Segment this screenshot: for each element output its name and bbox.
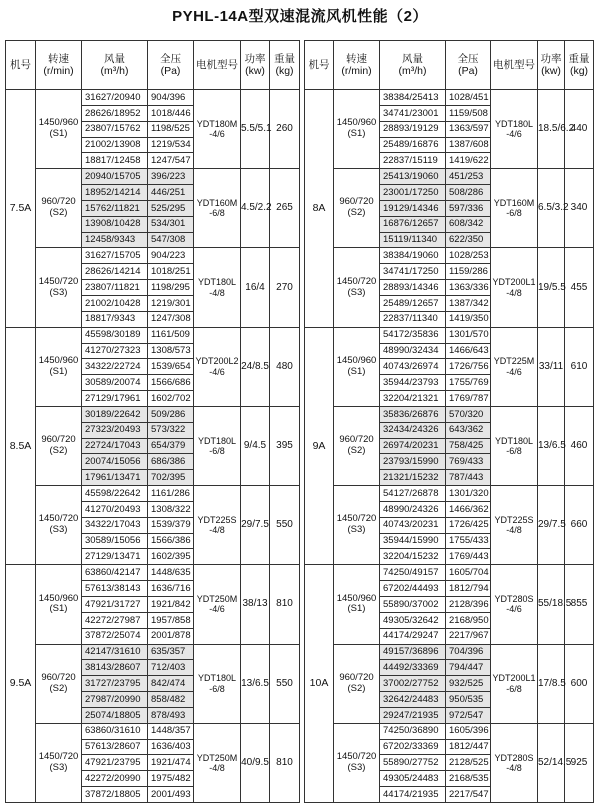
weight-cell: 455 (565, 248, 594, 327)
motor-cell: YDT250M -4/6 (194, 565, 241, 644)
table-row (305, 90, 594, 106)
motor-cell: YDT250M -4/8 (194, 723, 241, 802)
table-body (305, 90, 594, 803)
flow-cell: 44174/29247 (380, 628, 446, 644)
weight-cell: 265 (270, 169, 300, 248)
pressure-cell: 702/395 (148, 470, 194, 486)
flow-cell: 45598/30189 (82, 327, 148, 343)
pressure-cell: 1605/396 (446, 723, 491, 739)
power-cell: 4.5/2.2 (241, 169, 270, 248)
flow-cell: 47921/31727 (82, 597, 148, 613)
power-cell: 16/4 (241, 248, 270, 327)
pressure-cell: 1363/336 (446, 280, 491, 296)
pressure-cell: 932/525 (446, 676, 491, 692)
pressure-cell: 1018/446 (148, 105, 194, 121)
flow-cell: 27323/20493 (82, 422, 148, 438)
flow-cell: 23807/15762 (82, 121, 148, 137)
weight-cell: 460 (565, 406, 594, 485)
pressure-cell: 635/357 (148, 644, 194, 660)
motor-cell: YDT180L -4/6 (491, 90, 538, 169)
flow-cell: 21321/15232 (380, 470, 446, 486)
header-pressure: 全压 (Pa) (446, 41, 491, 90)
flow-cell: 40743/20231 (380, 517, 446, 533)
flow-cell: 42147/31610 (82, 644, 148, 660)
header-model: 机号 (305, 41, 334, 90)
pressure-cell: 1636/403 (148, 739, 194, 755)
motor-cell: YDT225S -4/8 (194, 486, 241, 565)
flow-cell: 26974/20231 (380, 438, 446, 454)
table-row (305, 169, 594, 185)
flow-cell: 38143/28607 (82, 660, 148, 676)
speed-cell: 960/720 (S2) (334, 644, 380, 723)
motor-cell: YDT180L -4/8 (194, 248, 241, 327)
flow-cell: 31627/20940 (82, 90, 148, 106)
flow-cell: 28626/14214 (82, 264, 148, 280)
flow-cell: 45598/22642 (82, 486, 148, 502)
pressure-cell: 686/386 (148, 454, 194, 470)
flow-cell: 23001/17250 (380, 185, 446, 201)
header-flow: 风量 (m³/h) (380, 41, 446, 90)
flow-cell: 32434/24326 (380, 422, 446, 438)
power-cell: 24/8.5 (241, 327, 270, 406)
flow-cell: 22837/11340 (380, 311, 446, 327)
pressure-cell: 534/301 (148, 216, 194, 232)
weight-cell: 600 (565, 644, 594, 723)
power-cell: 38/13 (241, 565, 270, 644)
table-row (305, 248, 594, 264)
flow-cell: 57613/38143 (82, 581, 148, 597)
power-cell: 40/9.5 (241, 723, 270, 802)
speed-cell: 1450/720 (S3) (334, 486, 380, 565)
flow-cell: 37002/27752 (380, 676, 446, 692)
pressure-cell: 1301/320 (446, 486, 491, 502)
flow-cell: 55890/37002 (380, 597, 446, 613)
pressure-cell: 1419/350 (446, 311, 491, 327)
flow-cell: 30589/20074 (82, 375, 148, 391)
weight-cell: 810 (270, 723, 300, 802)
table-body (6, 90, 300, 803)
flow-cell: 38384/19060 (380, 248, 446, 264)
pressure-cell: 643/362 (446, 422, 491, 438)
pressure-cell: 1301/570 (446, 327, 491, 343)
pressure-cell: 1466/643 (446, 343, 491, 359)
page-title: PYHL-14A型双速混流风机性能（2） (172, 8, 428, 25)
flow-cell: 35944/23793 (380, 375, 446, 391)
flow-cell: 48990/24326 (380, 501, 446, 517)
weight-cell: 550 (270, 486, 300, 565)
power-cell: 33/11 (538, 327, 565, 406)
header-pressure: 全压 (Pa) (148, 41, 194, 90)
pressure-cell: 1308/573 (148, 343, 194, 359)
table-row (6, 327, 300, 343)
pressure-cell: 1539/654 (148, 359, 194, 375)
flow-cell: 17961/13471 (82, 470, 148, 486)
speed-cell: 960/720 (S2) (334, 406, 380, 485)
pressure-cell: 1198/525 (148, 121, 194, 137)
pressure-cell: 1602/702 (148, 391, 194, 407)
power-cell: 29/7.5 (538, 486, 565, 565)
pressure-cell: 1755/433 (446, 533, 491, 549)
pressure-cell: 1812/447 (446, 739, 491, 755)
pressure-cell: 1161/286 (148, 486, 194, 502)
flow-cell: 12458/9343 (82, 232, 148, 248)
weight-cell: 480 (270, 327, 300, 406)
pressure-cell: 1198/295 (148, 280, 194, 296)
flow-cell: 67202/44493 (380, 581, 446, 597)
weight-cell: 810 (270, 565, 300, 644)
motor-cell: YDT225S -4/8 (491, 486, 538, 565)
flow-cell: 41270/27323 (82, 343, 148, 359)
power-cell: 19/5.5 (538, 248, 565, 327)
pressure-cell: 1028/451 (446, 90, 491, 106)
flow-cell: 55890/27752 (380, 755, 446, 771)
flow-cell: 30589/15056 (82, 533, 148, 549)
flow-cell: 25489/12657 (380, 295, 446, 311)
fan-model-cell: 9A (305, 327, 334, 565)
flow-cell: 42272/20990 (82, 771, 148, 787)
pressure-cell: 1419/622 (446, 153, 491, 169)
flow-cell: 34322/22724 (82, 359, 148, 375)
flow-cell: 21002/10428 (82, 295, 148, 311)
header-weight: 重量 (kg) (270, 41, 300, 90)
pressure-cell: 787/443 (446, 470, 491, 486)
pressure-cell: 608/342 (446, 216, 491, 232)
pressure-cell: 972/547 (446, 707, 491, 723)
table-row (305, 486, 594, 502)
flow-cell: 35836/26876 (380, 406, 446, 422)
header-power: 功率 (kw) (538, 41, 565, 90)
pressure-cell: 525/295 (148, 200, 194, 216)
header-flow: 风量 (m³/h) (82, 41, 148, 90)
header-weight: 重量 (kg) (565, 41, 594, 90)
fan-model-cell: 8.5A (6, 327, 36, 565)
flow-cell: 74250/36890 (380, 723, 446, 739)
pressure-cell: 1602/395 (148, 549, 194, 565)
flow-cell: 15119/11340 (380, 232, 446, 248)
header-motor: 电机型号 (194, 41, 241, 90)
pressure-cell: 1161/509 (148, 327, 194, 343)
header-speed: 转速 (r/min) (334, 41, 380, 90)
pressure-cell: 1247/547 (148, 153, 194, 169)
flow-cell: 22837/15119 (380, 153, 446, 169)
motor-cell: YDT160M -6/8 (491, 169, 538, 248)
speed-cell: 960/720 (S2) (36, 169, 82, 248)
pressure-cell: 904/223 (148, 248, 194, 264)
table-row (6, 248, 300, 264)
performance-table-left (5, 40, 300, 803)
pressure-cell: 712/403 (148, 660, 194, 676)
pressure-cell: 508/286 (446, 185, 491, 201)
pressure-cell: 878/493 (148, 707, 194, 723)
motor-cell: YDT180L -6/8 (194, 644, 241, 723)
pressure-cell: 1028/253 (446, 248, 491, 264)
flow-cell: 32642/24483 (380, 692, 446, 708)
pressure-cell: 1726/756 (446, 359, 491, 375)
motor-cell: YDT280S -4/6 (491, 565, 538, 644)
flow-cell: 21002/13908 (82, 137, 148, 153)
pressure-cell: 2128/396 (446, 597, 491, 613)
weight-cell: 395 (270, 406, 300, 485)
motor-cell: YDT200L1 -4/8 (491, 248, 538, 327)
power-cell: 29/7.5 (241, 486, 270, 565)
motor-cell: YDT200L1 -6/8 (491, 644, 538, 723)
power-cell: 52/14.5 (538, 723, 565, 802)
flow-cell: 18817/9343 (82, 311, 148, 327)
pressure-cell: 1159/508 (446, 105, 491, 121)
weight-cell: 340 (565, 169, 594, 248)
pressure-cell: 2128/525 (446, 755, 491, 771)
flow-cell: 67202/33369 (380, 739, 446, 755)
speed-cell: 1450/960 (S1) (334, 327, 380, 406)
speed-cell: 1450/960 (S1) (334, 565, 380, 644)
speed-cell: 1450/720 (S3) (36, 723, 82, 802)
pressure-cell: 1755/769 (446, 375, 491, 391)
flow-cell: 42272/27987 (82, 612, 148, 628)
flow-cell: 19129/14346 (380, 200, 446, 216)
flow-cell: 15762/11821 (82, 200, 148, 216)
flow-cell: 27129/17961 (82, 391, 148, 407)
pressure-cell: 1018/251 (148, 264, 194, 280)
motor-cell: YDT160M -6/8 (194, 169, 241, 248)
flow-cell: 44174/21935 (380, 787, 446, 803)
pressure-cell: 451/253 (446, 169, 491, 185)
flow-cell: 34322/17043 (82, 517, 148, 533)
pressure-cell: 950/535 (446, 692, 491, 708)
pressure-cell: 570/320 (446, 406, 491, 422)
header-power: 功率 (kw) (241, 41, 270, 90)
fan-model-cell: 10A (305, 565, 334, 803)
pressure-cell: 547/308 (148, 232, 194, 248)
power-cell: 13/6.5 (538, 406, 565, 485)
pressure-cell: 842/474 (148, 676, 194, 692)
power-cell: 17/8.5 (538, 644, 565, 723)
motor-cell: YDT180L -6/8 (194, 406, 241, 485)
table-row (6, 169, 300, 185)
table-row (6, 723, 300, 739)
power-cell: 6.5/3.2 (538, 169, 565, 248)
flow-cell: 63860/42147 (82, 565, 148, 581)
weight-cell: 440 (565, 90, 594, 169)
header-speed: 转速 (r/min) (36, 41, 82, 90)
flow-cell: 25413/19060 (380, 169, 446, 185)
fan-model-cell: 8A (305, 90, 334, 328)
flow-cell: 25489/16876 (380, 137, 446, 153)
pressure-cell: 704/396 (446, 644, 491, 660)
table-row (6, 406, 300, 422)
pressure-cell: 1605/704 (446, 565, 491, 581)
flow-cell: 27129/13471 (82, 549, 148, 565)
pressure-cell: 1219/301 (148, 295, 194, 311)
performance-table-right (304, 40, 594, 803)
pressure-cell: 2001/493 (148, 787, 194, 803)
flow-cell: 28893/19129 (380, 121, 446, 137)
pressure-cell: 1363/597 (446, 121, 491, 137)
header-model: 机号 (6, 41, 36, 90)
flow-cell: 57613/28607 (82, 739, 148, 755)
flow-cell: 31627/15705 (82, 248, 148, 264)
table-row (6, 565, 300, 581)
pressure-cell: 1219/534 (148, 137, 194, 153)
pressure-cell: 1566/386 (148, 533, 194, 549)
flow-cell: 22724/17043 (82, 438, 148, 454)
pressure-cell: 622/350 (446, 232, 491, 248)
pressure-cell: 1387/608 (446, 137, 491, 153)
pressure-cell: 1448/357 (148, 723, 194, 739)
motor-cell: YDT180L -6/8 (491, 406, 538, 485)
pressure-cell: 1812/794 (446, 581, 491, 597)
weight-cell: 550 (270, 644, 300, 723)
flow-cell: 13908/10428 (82, 216, 148, 232)
flow-cell: 25074/18805 (82, 707, 148, 723)
table-row (305, 644, 594, 660)
flow-cell: 49157/36896 (380, 644, 446, 660)
flow-cell: 20940/15705 (82, 169, 148, 185)
flow-cell: 48990/32434 (380, 343, 446, 359)
speed-cell: 960/720 (S2) (36, 406, 82, 485)
pressure-cell: 1308/322 (148, 501, 194, 517)
fan-model-cell: 7.5A (6, 90, 36, 328)
motor-cell: YDT200L2 -4/6 (194, 327, 241, 406)
pressure-cell: 1957/858 (148, 612, 194, 628)
pressure-cell: 1636/716 (148, 581, 194, 597)
pressure-cell: 1769/787 (446, 391, 491, 407)
pressure-cell: 654/379 (148, 438, 194, 454)
weight-cell: 610 (565, 327, 594, 406)
flow-cell: 49305/32642 (380, 612, 446, 628)
flow-cell: 35944/15990 (380, 533, 446, 549)
motor-cell: YDT225M -4/6 (491, 327, 538, 406)
weight-cell: 925 (565, 723, 594, 802)
pressure-cell: 1247/308 (148, 311, 194, 327)
flow-cell: 29247/21935 (380, 707, 446, 723)
pressure-cell: 2001/878 (148, 628, 194, 644)
pressure-cell: 1769/443 (446, 549, 491, 565)
pressure-cell: 2217/547 (446, 787, 491, 803)
flow-cell: 30189/22642 (82, 406, 148, 422)
flow-cell: 32204/21321 (380, 391, 446, 407)
flow-cell: 47921/23795 (82, 755, 148, 771)
flow-cell: 28893/14346 (380, 280, 446, 296)
speed-cell: 960/720 (S2) (334, 169, 380, 248)
flow-cell: 38384/25413 (380, 90, 446, 106)
pressure-cell: 1726/425 (446, 517, 491, 533)
pressure-cell: 858/482 (148, 692, 194, 708)
weight-cell: 260 (270, 90, 300, 169)
flow-cell: 41270/20493 (82, 501, 148, 517)
pressure-cell: 758/425 (446, 438, 491, 454)
pressure-cell: 1921/474 (148, 755, 194, 771)
pressure-cell: 1159/286 (446, 264, 491, 280)
pressure-cell: 509/286 (148, 406, 194, 422)
table-row (305, 565, 594, 581)
flow-cell: 23793/15990 (380, 454, 446, 470)
header-row (6, 41, 300, 90)
motor-cell: YDT180M -4/6 (194, 90, 241, 169)
flow-cell: 16876/12657 (380, 216, 446, 232)
weight-cell: 270 (270, 248, 300, 327)
table-row (6, 486, 300, 502)
pressure-cell: 794/447 (446, 660, 491, 676)
flow-cell: 49305/24483 (380, 771, 446, 787)
pressure-cell: 904/396 (148, 90, 194, 106)
pressure-cell: 1466/362 (446, 501, 491, 517)
speed-cell: 1450/720 (S3) (334, 248, 380, 327)
speed-cell: 1450/960 (S1) (36, 90, 82, 169)
pressure-cell: 2217/967 (446, 628, 491, 644)
pressure-cell: 1921/842 (148, 597, 194, 613)
speed-cell: 1450/720 (S3) (36, 248, 82, 327)
weight-cell: 660 (565, 486, 594, 565)
flow-cell: 28626/18952 (82, 105, 148, 121)
flow-cell: 37872/25074 (82, 628, 148, 644)
flow-cell: 20074/15056 (82, 454, 148, 470)
flow-cell: 40743/26974 (380, 359, 446, 375)
speed-cell: 1450/960 (S1) (36, 565, 82, 644)
table-row (305, 406, 594, 422)
pressure-cell: 1448/635 (148, 565, 194, 581)
power-cell: 13/6.5 (241, 644, 270, 723)
flow-cell: 18817/12458 (82, 153, 148, 169)
flow-cell: 18952/14214 (82, 185, 148, 201)
flow-cell: 74250/49157 (380, 565, 446, 581)
pressure-cell: 1975/482 (148, 771, 194, 787)
pressure-cell: 1539/379 (148, 517, 194, 533)
speed-cell: 1450/720 (S3) (334, 723, 380, 802)
speed-cell: 960/720 (S2) (36, 644, 82, 723)
header-row (305, 41, 594, 90)
power-cell: 18.5/6.2 (538, 90, 565, 169)
flow-cell: 63860/31610 (82, 723, 148, 739)
motor-cell: YDT280S -4/8 (491, 723, 538, 802)
header-motor: 电机型号 (491, 41, 538, 90)
fan-model-cell: 9.5A (6, 565, 36, 803)
pressure-cell: 396/223 (148, 169, 194, 185)
flow-cell: 34741/23001 (380, 105, 446, 121)
pressure-cell: 573/322 (148, 422, 194, 438)
table-row (305, 723, 594, 739)
pressure-cell: 2168/950 (446, 612, 491, 628)
flow-cell: 34741/17250 (380, 264, 446, 280)
table-row (305, 327, 594, 343)
table-row (6, 90, 300, 106)
flow-cell: 37872/18805 (82, 787, 148, 803)
weight-cell: 855 (565, 565, 594, 644)
pressure-cell: 2168/535 (446, 771, 491, 787)
power-cell: 55/18.5 (538, 565, 565, 644)
pressure-cell: 1387/342 (446, 295, 491, 311)
flow-cell: 23807/11821 (82, 280, 148, 296)
table-row (6, 644, 300, 660)
pressure-cell: 1566/686 (148, 375, 194, 391)
flow-cell: 54127/26878 (380, 486, 446, 502)
power-cell: 9/4.5 (241, 406, 270, 485)
flow-cell: 31727/23795 (82, 676, 148, 692)
speed-cell: 1450/960 (S1) (36, 327, 82, 406)
flow-cell: 27987/20990 (82, 692, 148, 708)
flow-cell: 32204/15232 (380, 549, 446, 565)
pressure-cell: 446/251 (148, 185, 194, 201)
speed-cell: 1450/960 (S1) (334, 90, 380, 169)
power-cell: 5.5/5.1 (241, 90, 270, 169)
pressure-cell: 597/336 (446, 200, 491, 216)
flow-cell: 54172/35836 (380, 327, 446, 343)
flow-cell: 44492/33369 (380, 660, 446, 676)
pressure-cell: 769/433 (446, 454, 491, 470)
speed-cell: 1450/720 (S3) (36, 486, 82, 565)
